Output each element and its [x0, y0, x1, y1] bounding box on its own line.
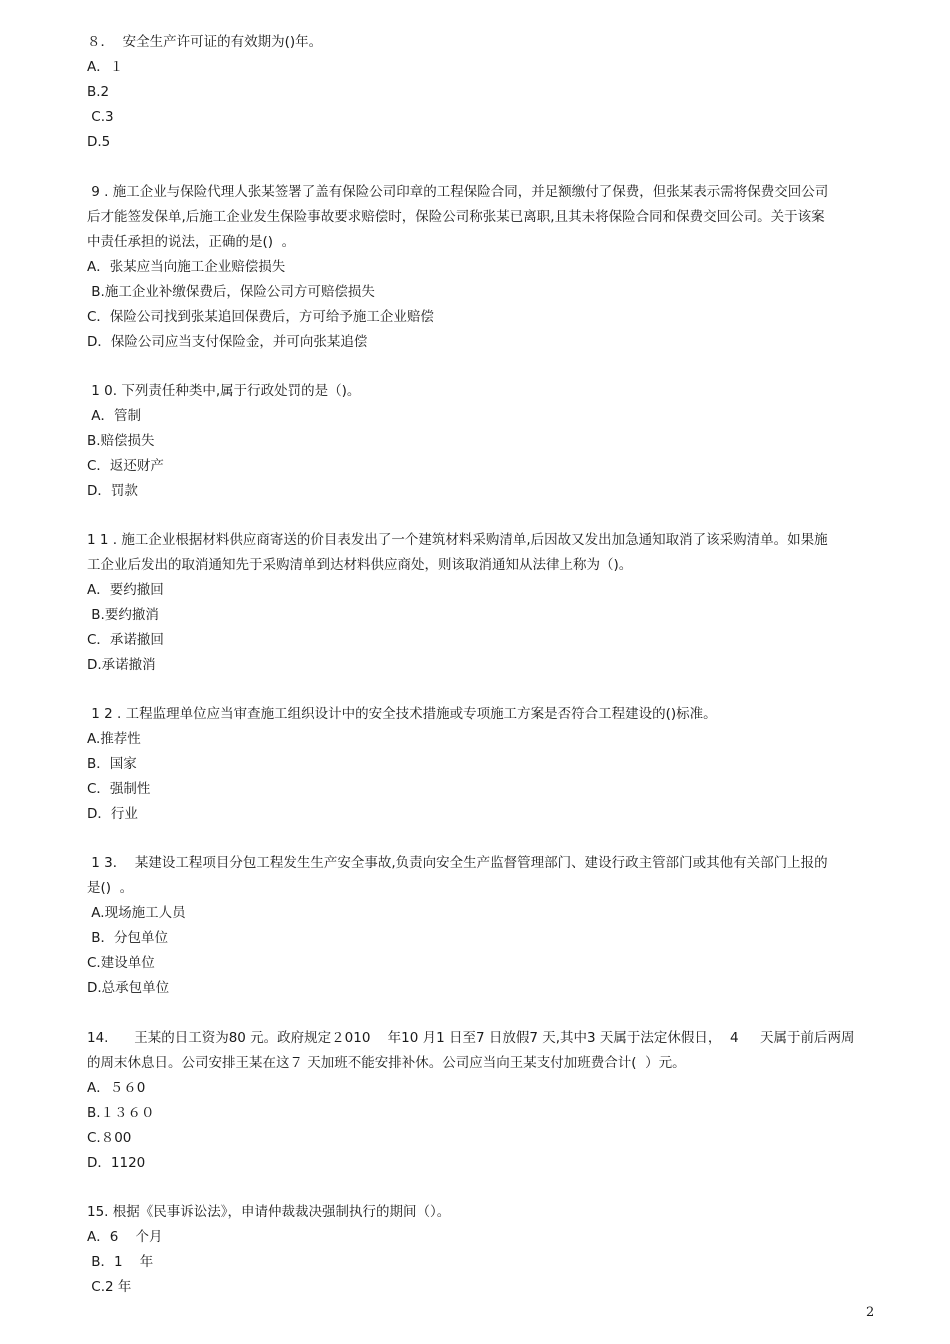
- option-d: D．罚款: [87, 483, 138, 499]
- option-b: B.施工企业补缴保费后，保险公司方可赔偿损失: [87, 284, 375, 300]
- option-a: A．要约撤回: [87, 582, 164, 598]
- option-d: D.总承包单位: [87, 980, 170, 996]
- option-a: A.推荐性: [87, 731, 141, 747]
- option-c: C．保险公司找到张某追回保费后，方可给予施工企业赔偿: [87, 309, 434, 325]
- question-stem: 1 3． 某建设工程项目分包工程发生生产安全事故,负责向安全生产监督管理部门、建设行政主管部门或其他有关部门上报的: [87, 855, 828, 871]
- option-a: A．6 个月: [87, 1229, 163, 1245]
- option-b: B.１３６０: [87, 1105, 155, 1121]
- option-c: C.建设单位: [87, 955, 155, 971]
- question-stem: 14. 王某的日工资为80 元。政府规定２010 年10 月1 日至7 日放假7 天,其中3 天属于法定休假日， 4 天属于前后两周: [87, 1030, 855, 1046]
- question-stem: 1 2 . 工程监理单位应当审查施工组织设计中的安全技术措施或专项施工方案是否符合工程建设的()标准。: [87, 706, 717, 722]
- option-b: B．分包单位: [87, 930, 169, 946]
- question-12: [87, 702, 877, 827]
- page-number: 2: [866, 1305, 875, 1320]
- option-c: C.８00: [87, 1130, 132, 1146]
- option-d: D.5: [87, 134, 111, 150]
- option-c: C.3: [87, 109, 114, 125]
- option-c: C．承诺撤回: [87, 632, 164, 648]
- option-b: B．国家: [87, 756, 137, 772]
- option-d: D．保险公司应当支付保险金，并可向张某追偿: [87, 334, 368, 350]
- question-stem: 15. 根据《民事诉讼法》，申请仲裁裁决强制执行的期间（）。: [87, 1204, 451, 1220]
- question-stem: ８． 安全生产许可证的有效期为()年。: [87, 34, 323, 50]
- question-stem: 的周末休息日。公司安排王某在这７ 天加班不能安排补休。公司应当向王某支付加班费合计( ）元。: [87, 1055, 686, 1071]
- question-stem: 中责任承担的说法，正确的是() 。: [87, 234, 296, 250]
- question-8: [87, 30, 877, 155]
- question-11: [87, 528, 877, 678]
- option-d: D．1120: [87, 1155, 146, 1171]
- question-stem: 后才能签发保单,后施工企业发生保险事故要求赔偿时，保险公司称张某已离职,且其未将保险合同和保费交回公司。关于该案: [87, 209, 825, 225]
- option-c: C．强制性: [87, 781, 151, 797]
- option-a: A．张某应当向施工企业赔偿损失: [87, 259, 286, 275]
- option-b: B.2: [87, 84, 110, 100]
- option-c: C.2 年: [87, 1279, 132, 1295]
- option-c: C．返还财产: [87, 458, 164, 474]
- question-10: [87, 379, 877, 504]
- question-13: [87, 851, 877, 1001]
- question-14: [87, 1026, 877, 1176]
- option-d: D．行业: [87, 806, 138, 822]
- question-stem: 1 0. 下列责任种类中,属于行政处罚的是（)。: [87, 383, 361, 399]
- question-stem: 工企业后发出的取消通知先于采购清单到达材料供应商处，则该取消通知从法律上称为（)。: [87, 557, 633, 573]
- question-stem: 9 . 施工企业与保险代理人张某签署了盖有保险公司印章的工程保险合同，并足额缴付了保费，但张某表示需将保费交回公司: [87, 184, 829, 200]
- question-15: [87, 1200, 877, 1300]
- option-a: A．１: [87, 59, 124, 75]
- option-a: A．管制: [87, 408, 142, 424]
- question-stem: 是() 。: [87, 880, 134, 896]
- question-9: [87, 180, 877, 355]
- option-d: D.承诺撤消: [87, 657, 156, 673]
- option-b: B.要约撤消: [87, 607, 159, 623]
- question-stem: 1 1 . 施工企业根据材料供应商寄送的价目表发出了一个建筑材料采购清单,后因故又发出加急通知取消了该采购清单。如果施: [87, 532, 828, 548]
- option-a: A．５６0: [87, 1080, 146, 1096]
- option-b: B.赔偿损失: [87, 433, 155, 449]
- option-b: B．1 年: [87, 1254, 154, 1270]
- option-a: A.现场施工人员: [87, 905, 186, 921]
